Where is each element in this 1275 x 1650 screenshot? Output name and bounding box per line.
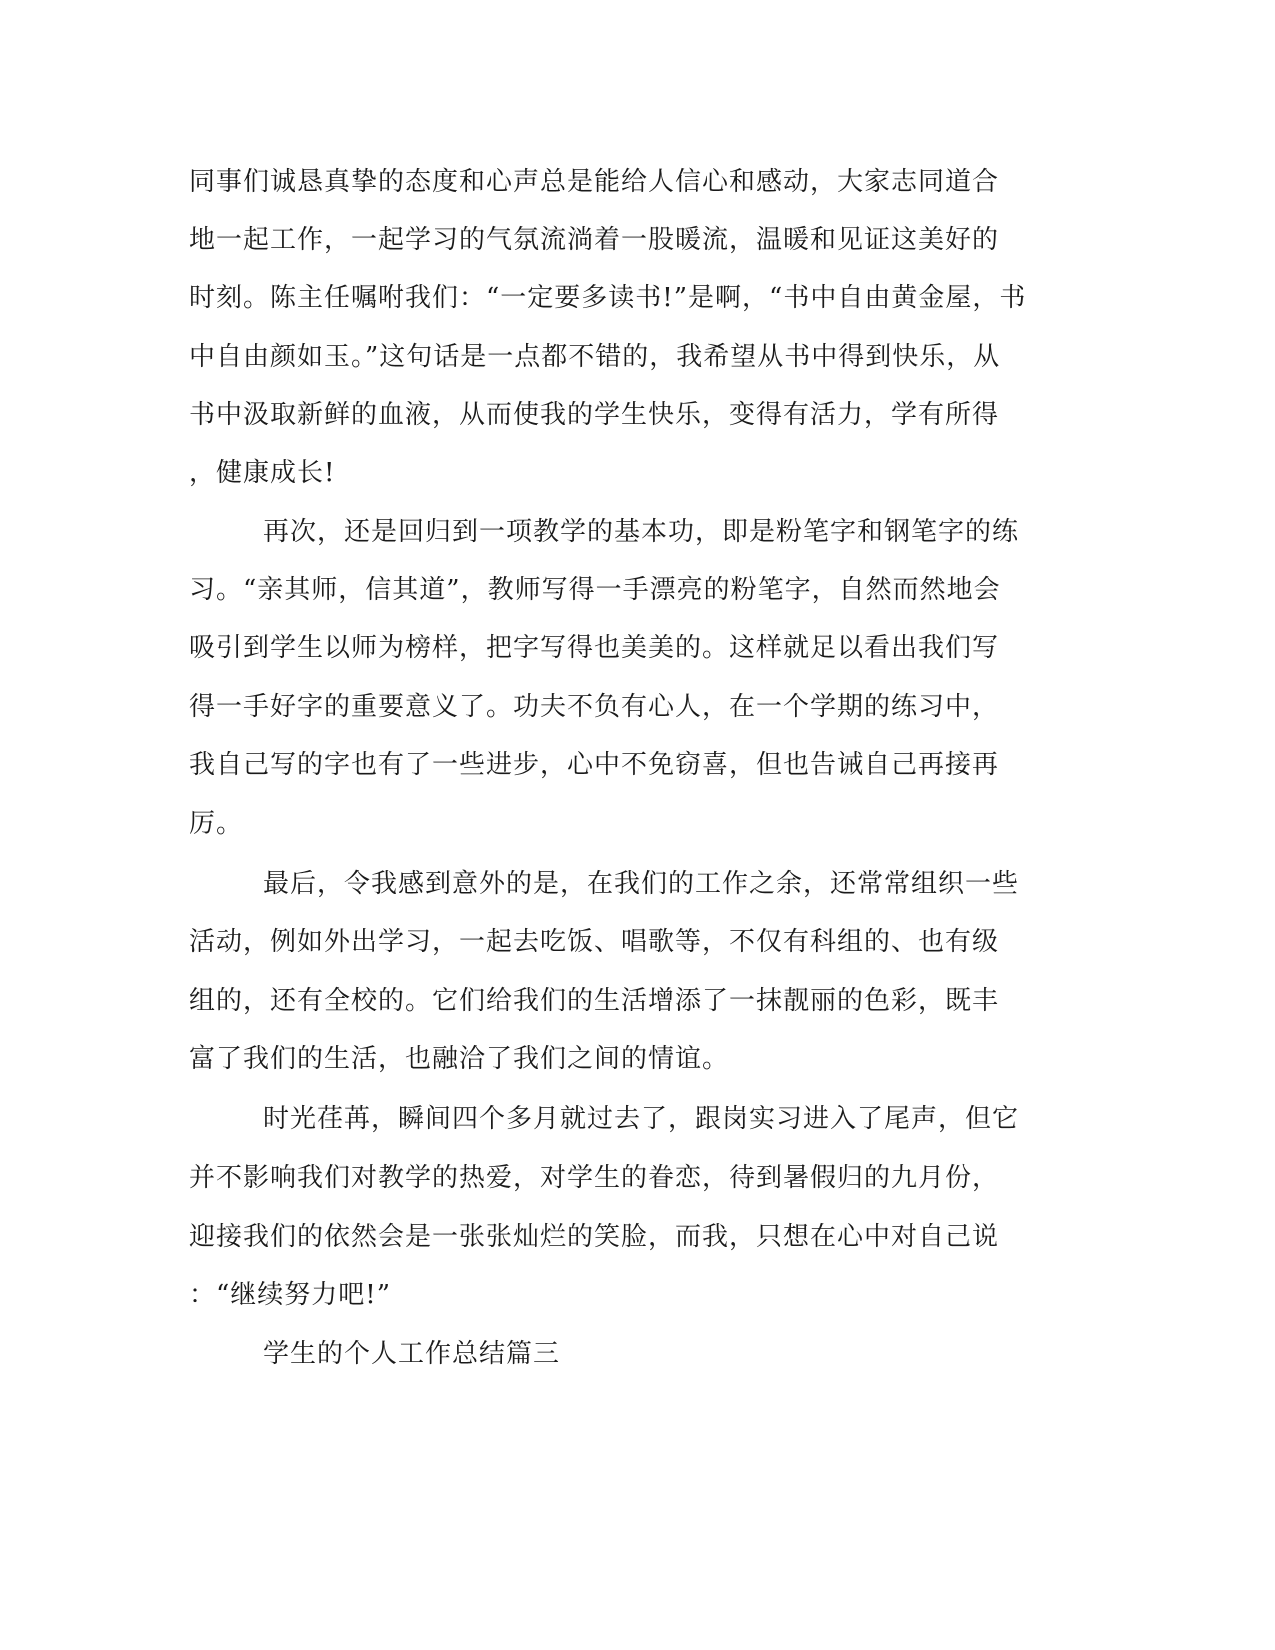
paragraph-first-line: 再次，还是回归到一项教学的基本功，即是粉笔字和钢笔字的练 <box>263 517 1020 547</box>
text-line: 厉。 <box>189 809 244 839</box>
text-line: 同事们诚恳真挚的态度和心声总是能给人信心和感动，大家志同道合 <box>189 167 1000 197</box>
text-line: 得一手好字的重要意义了。功夫不负有心人，在一个学期的练习中， <box>189 692 1000 722</box>
text-line: 时刻。陈主任嘱咐我们：“一定要多读书!”是啊，“书中自由黄金屋，书 <box>189 283 1027 313</box>
text-line: 地一起工作，一起学习的气氛流淌着一股暖流，温暖和见证这美好的 <box>189 225 1000 255</box>
text-line: 吸引到学生以师为榜样，把字写得也美美的。这样就足以看出我们写 <box>189 633 1000 663</box>
text-line: ，健康成长! <box>189 458 336 488</box>
text-line: 活动，例如外出学习，一起去吃饭、唱歌等，不仅有科组的、也有级 <box>189 927 1000 957</box>
text-line: 并不影响我们对教学的热爱，对学生的眷恋，待到暑假归的九月份， <box>189 1163 1000 1193</box>
text-line: 习。“亲其师，信其道”，教师写得一手漂亮的粉笔字，自然而然地会 <box>189 575 1001 605</box>
text-line: ：“继续努力吧!” <box>189 1280 392 1310</box>
text-line: 我自己写的字也有了一些进步，心中不免窃喜，但也告诫自己再接再 <box>189 750 1000 780</box>
section-heading: 学生的个人工作总结篇三 <box>263 1339 561 1369</box>
paragraph-first-line: 最后，令我感到意外的是，在我们的工作之余，还常常组织一些 <box>263 869 1020 899</box>
text-line: 中自由颜如玉。”这句话是一点都不错的，我希望从书中得到快乐，从 <box>189 342 1001 372</box>
text-line: 迎接我们的依然会是一张张灿烂的笑脸，而我，只想在心中对自己说 <box>189 1222 1000 1252</box>
text-line: 组的，还有全校的。它们给我们的生活增添了一抹靓丽的色彩，既丰 <box>189 986 1000 1016</box>
paragraph-first-line: 时光荏苒，瞬间四个多月就过去了，跟岗实习进入了尾声，但它 <box>263 1104 1020 1134</box>
text-line: 书中汲取新鲜的血液，从而使我的学生快乐，变得有活力，学有所得 <box>189 400 1000 430</box>
text-line: 富了我们的生活，也融洽了我们之间的情谊。 <box>189 1044 730 1074</box>
